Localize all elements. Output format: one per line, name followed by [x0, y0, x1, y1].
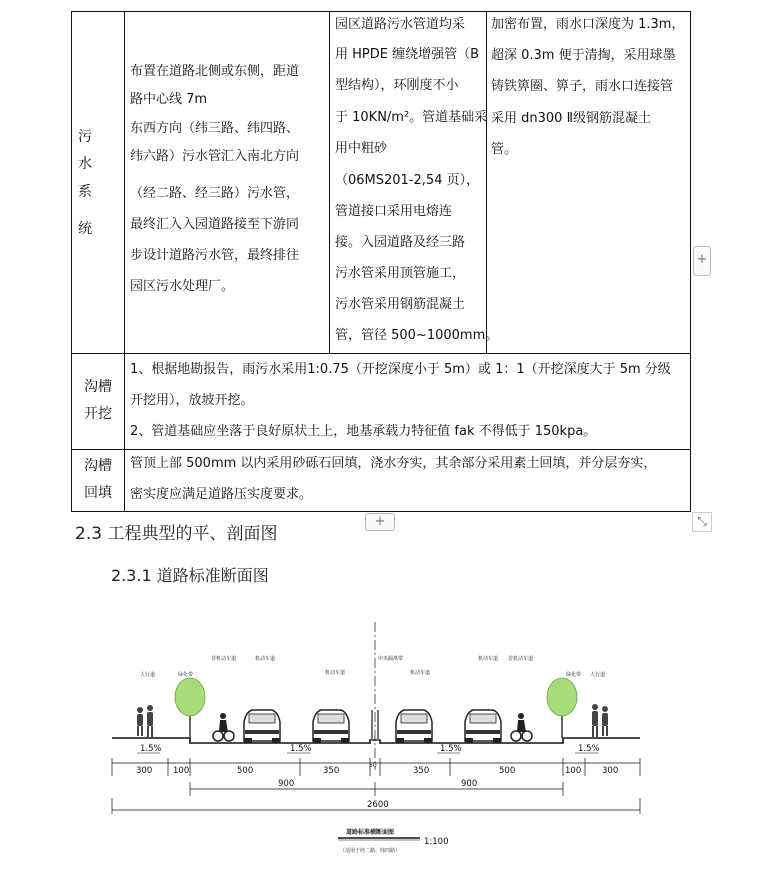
table-border-top	[71, 11, 691, 12]
cell-line: 于 10KN/m²。管道基础采	[335, 110, 488, 125]
cell-line: 用中粗砂	[335, 141, 388, 156]
dimension-line-half	[190, 782, 563, 796]
car-icon	[396, 710, 432, 743]
label-motor-lane: 机动车道	[410, 670, 431, 676]
cell-line: 密实度应满足道路压实度要求。	[130, 487, 313, 502]
label-nonmotor: 非机动车道	[211, 656, 237, 662]
section-heading: 2.3 工程典型的平、剖面图	[75, 524, 278, 544]
table-col-divider	[329, 11, 330, 354]
cell-line: 加密布置，雨水口深度为 1.3m，	[491, 17, 685, 32]
label-green-belt: 绿化带	[566, 672, 582, 678]
cell-line: 2、管道基础应坐落于良好原状土上，地基承载力特征值 fak 不得低于 150kpa。	[130, 424, 597, 439]
label-sidewalk: 人行道	[140, 672, 156, 678]
row-label-line: 沟槽	[84, 458, 112, 474]
dimension-label: 100	[565, 766, 582, 776]
car-icon	[465, 710, 501, 743]
table-border-left	[71, 11, 72, 512]
cell-line: 管顶上部 500mm 以内采用砂砾石回填，浇水夯实，其余部分采用素土回填，并分层夯实，	[130, 456, 657, 471]
table-col-divider	[486, 11, 487, 354]
row-label-line: 沟槽	[84, 379, 112, 395]
add-column-button[interactable]: +	[693, 246, 711, 276]
pedestrian-icon	[137, 705, 153, 737]
car-icon	[244, 710, 280, 743]
cell-line: 路中心线 7m	[130, 92, 208, 107]
cell-line: 1、根据地勘报告，雨污水采用1:0.75（开挖深度小于 5m）或 1：1（开挖深度大于 5m 分级	[130, 362, 671, 377]
cyclist-icon	[511, 713, 532, 741]
road-ground-profile	[112, 738, 640, 743]
cell-line: 污水管采用顶管施工，	[335, 266, 466, 281]
add-row-button[interactable]: +	[365, 513, 395, 531]
subsection-heading: 2.3.1 道路标准断面图	[111, 566, 269, 585]
label-motor-lane: 机动车道	[478, 656, 499, 662]
dimension-label: 300	[602, 766, 619, 776]
label-green-belt: 绿化带	[178, 672, 194, 678]
cell-line: 用 HPDE 缠绕增强管（B	[335, 47, 480, 62]
cell-line: 铸铁箅圈、箅子，雨水口连接管	[491, 79, 674, 94]
cell-line: 园区道路污水管道均采	[335, 17, 466, 32]
car-icon	[313, 710, 349, 743]
cell-line: 最终汇入入园道路接至下游同	[130, 217, 300, 232]
cell-line: 布置在道路北侧或东侧，距道	[130, 64, 300, 79]
cell-line: 接。入园道路及经三路	[335, 235, 466, 250]
row-label-trench-backfill	[76, 453, 120, 507]
row-label-char: 污	[78, 129, 92, 145]
tree-icon	[175, 678, 205, 738]
slope-label: 1.5%	[578, 744, 600, 754]
row-label-trench-excavation	[76, 374, 120, 428]
label-motor-lane: 机动车道	[325, 670, 346, 676]
dimension-label: 500	[237, 766, 254, 776]
dimension-label: 350	[413, 766, 430, 776]
slope-label: 1.5%	[440, 744, 462, 754]
dimension-label: 500	[499, 766, 516, 776]
label-center-median: 中央隔离带	[378, 656, 404, 662]
table-border-bottom	[71, 511, 691, 512]
cell-line: 采用 dn300 Ⅱ级钢筋混凝土	[491, 111, 651, 126]
resize-table-icon[interactable]: ⤡	[692, 512, 712, 532]
cell-line: 步设计道路污水管，最终排往	[130, 248, 300, 263]
slope-label: 1.5%	[290, 744, 312, 754]
cyclist-icon	[213, 713, 234, 741]
dimension-label: 2600	[367, 800, 389, 810]
row-label-char: 水	[78, 156, 92, 172]
table-col-divider	[124, 11, 125, 512]
cell-line: 超深 0.3m 便于清掏，采用球墨	[491, 48, 676, 63]
cell-line: 园区污水处理厂。	[130, 279, 235, 294]
cell-line: 东西方向（纬三路、纬四路、	[130, 121, 300, 136]
row-label-char: 系	[78, 184, 92, 200]
table-border-right	[690, 11, 691, 512]
dimension-label: 300	[136, 766, 153, 776]
tree-icon	[547, 678, 577, 738]
drawing-caption-title: 道路标准横断面图	[346, 829, 395, 836]
row-label-line: 开挖	[84, 406, 112, 422]
cell-line: 纬六路）污水管汇入南北方向	[130, 149, 300, 164]
table-row-divider	[71, 449, 691, 450]
cell-line: （06MS201-2,54 页），	[335, 173, 480, 188]
drawing-caption-subtitle: （适用于经二路、纬四路）	[340, 848, 401, 854]
label-sidewalk: 人行道	[590, 672, 606, 678]
slope-label: 1.5%	[140, 744, 162, 754]
drawing-scale: 1:100	[424, 837, 449, 847]
cell-line: 污水管采用钢筋混凝土	[335, 297, 466, 312]
cell-line: 管。	[491, 142, 518, 157]
table-row-divider	[71, 353, 691, 354]
row-label-char: 统	[78, 221, 92, 237]
cell-line: 开挖用），放坡开挖。	[130, 393, 254, 408]
dimension-label: 50	[369, 762, 377, 769]
row-label-line: 回填	[84, 485, 112, 501]
pedestrian-icon	[592, 704, 608, 737]
cell-line: 型结构），环刚度不小	[335, 78, 459, 93]
cell-line: （经二路、经三路）污水管，	[130, 186, 300, 201]
cell-line: 管，管径 500~1000mm。	[335, 328, 499, 343]
road-cross-section-drawing	[0, 600, 757, 870]
dimension-label: 100	[173, 766, 190, 776]
label-nonmotor: 非机动车道	[508, 656, 534, 662]
dimension-label: 900	[278, 779, 295, 789]
label-motor-lane: 机动车道	[255, 656, 276, 662]
cell-line: 管道接口采用电熔连	[335, 204, 453, 219]
dimension-label: 350	[323, 766, 340, 776]
dimension-label: 900	[461, 779, 478, 789]
